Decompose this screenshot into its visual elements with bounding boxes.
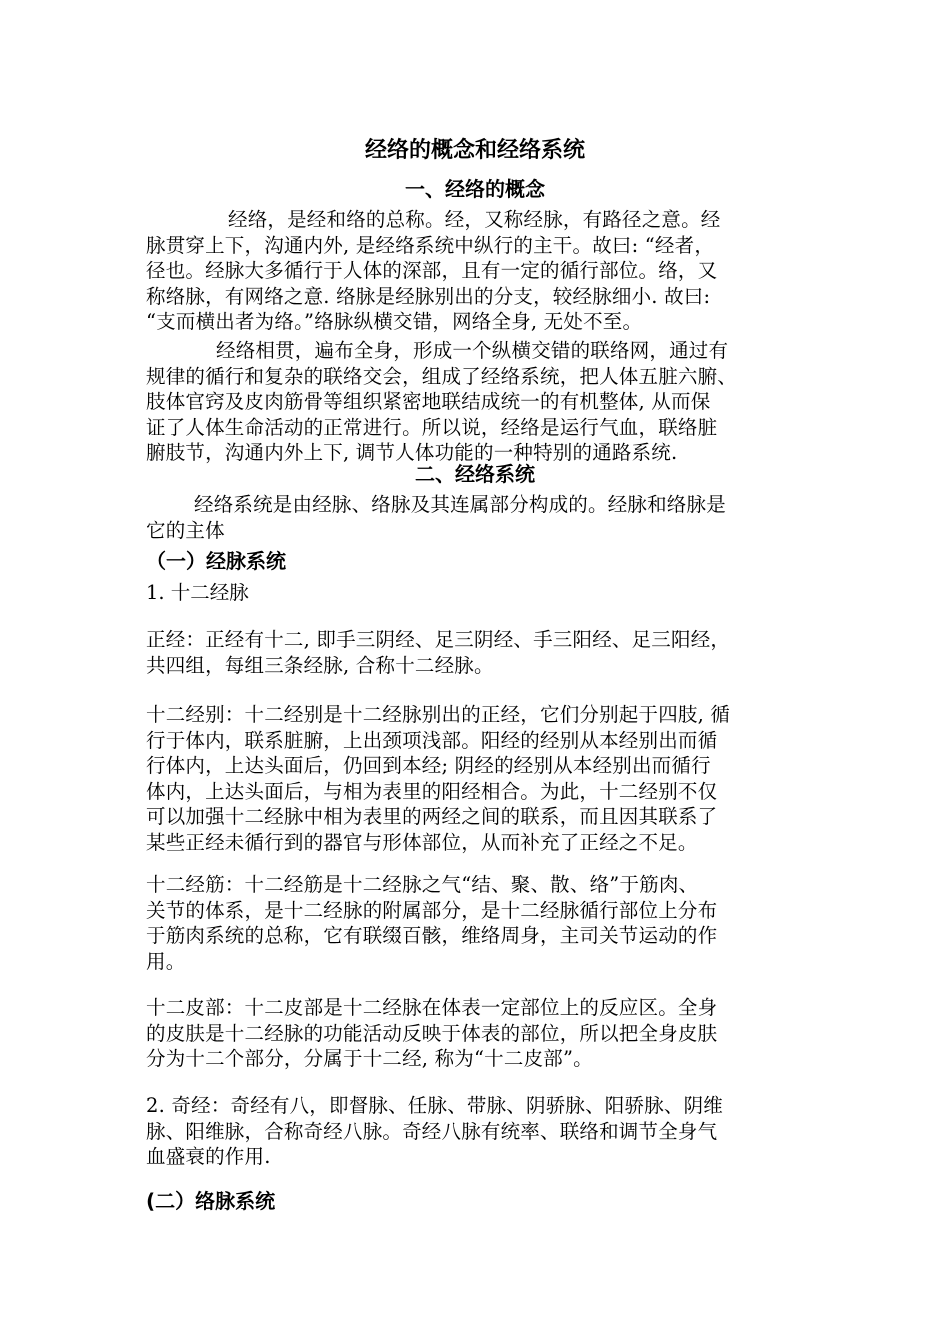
text-line: 体内，上达头面后，与相为表里的阳经相合。为此，十二经别不仅 (146, 779, 718, 803)
list-item-twelve-meridians: 1. 十二经脉 (146, 581, 249, 604)
text-line: 肢体官窍及皮肉筋骨等组织紧密地联结成统一的有机整体, 从而保 (146, 390, 711, 413)
paragraph-system-intro (146, 492, 726, 543)
text-line: 可以加强十二经脉中相为表里的两经之间的联系，而且因其联系了 (146, 805, 718, 828)
text-line: 经络系统是由经脉、络脉及其连属部分构成的。经脉和络脉是 (194, 493, 726, 516)
text-line: 十二经筋：十二经筋是十二经脉之气“结、聚、散、络”于筋肉、 (146, 873, 699, 896)
text-line: 脉贯穿上下，沟通内外, 是经络系统中纵行的主干。故曰: “经者， (146, 233, 715, 257)
section-heading-system: 二、经络系统 (415, 462, 535, 486)
text-line: 十二经别：十二经别是十二经脉别出的正经，它们分别起于四肢, 循 (146, 703, 731, 726)
text-line: 证了人体生命活动的正常进行。所以说，经络是运行气血，联络脏 (146, 415, 718, 439)
text-line: 十二皮部：十二皮部是十二经脉在体表一定部位上的反应区。全身 (146, 996, 718, 1019)
text-line: 关节的体系，是十二经脉的附属部分，是十二经脉循行部位上分布 (146, 898, 718, 922)
paragraph-network (146, 338, 737, 466)
text-line: 血盛衰的作用. (146, 1145, 271, 1168)
paragraph-divergent-meridians (146, 702, 730, 855)
text-line: 规律的循行和复杂的联络交会，组成了经络系统，把人体五脏六腑、 (146, 364, 738, 388)
paragraph-sinew-channels (146, 872, 717, 974)
text-line: 径也。经脉大多循行于人体的深部，且有一定的循行部位。络，又 (146, 259, 718, 282)
text-line: 经络相贯，遍布全身，形成一个纵横交错的联络网，通过有 (216, 339, 729, 362)
text-line: 它的主体 (146, 518, 225, 542)
text-line: 行于体内，联系脏腑，上出颈项浅部。阳经的经别从本经别出而循 (146, 728, 718, 752)
text-line: 行体内，上达头面后，仍回到本经; 阴经的经别从本经别出而循行 (146, 754, 711, 777)
text-line: 称络脉，有网络之意. 络脉是经脉别出的分支，较经脉细小. 故曰: (146, 284, 711, 308)
subheading-meridian-system: （一）经脉系统 (146, 549, 286, 573)
text-line: 共四组，每组三条经脉, 合称十二经脉。 (146, 653, 494, 677)
text-line: 2. 奇经：奇经有八，即督脉、任脉、带脉、阴骄脉、阳骄脉、阴维 (146, 1094, 724, 1117)
paragraph-skin-regions (146, 995, 717, 1072)
subheading-collateral-system: (二）络脉系统 (146, 1189, 276, 1213)
text-line: 经络，是经和络的总称。经，又称经脉，有路径之意。经 (228, 208, 721, 231)
text-line: 腑肢节，沟通内外上下, 调节人体功能的一种特别的通路系统. (146, 441, 678, 464)
paragraph-extraordinary-vessels (146, 1093, 723, 1170)
text-line: 于筋肉系统的总称，它有联缀百骸，维络周身，主司关节运动的作 (146, 924, 718, 947)
text-line: 正经：正经有十二, 即手三阴经、足三阴经、手三阳经、足三阳经， (146, 628, 731, 651)
text-line: 的皮肤是十二经脉的功能活动反映于体表的部位，所以把全身皮肤 (146, 1021, 718, 1045)
section-heading-concept: 一、经络的概念 (405, 177, 545, 201)
paragraph-regular-meridians (146, 627, 730, 678)
text-line: 分为十二个部分，分属于十二经, 称为“十二皮部”。 (146, 1047, 593, 1070)
document-title: 经络的概念和经络系统 (364, 138, 585, 163)
text-line: 某些正经未循行到的器官与形体部位，从而补充了正经之不足。 (146, 830, 698, 854)
text-line: “支而横出者为络。”络脉纵横交错，网络全身, 无处不至。 (146, 310, 643, 333)
text-line: 用。 (146, 949, 186, 973)
text-line: 脉、阳维脉，合称奇经八脉。奇经八脉有统率、联络和调节全身气 (146, 1119, 718, 1143)
paragraph-definition (146, 207, 721, 335)
